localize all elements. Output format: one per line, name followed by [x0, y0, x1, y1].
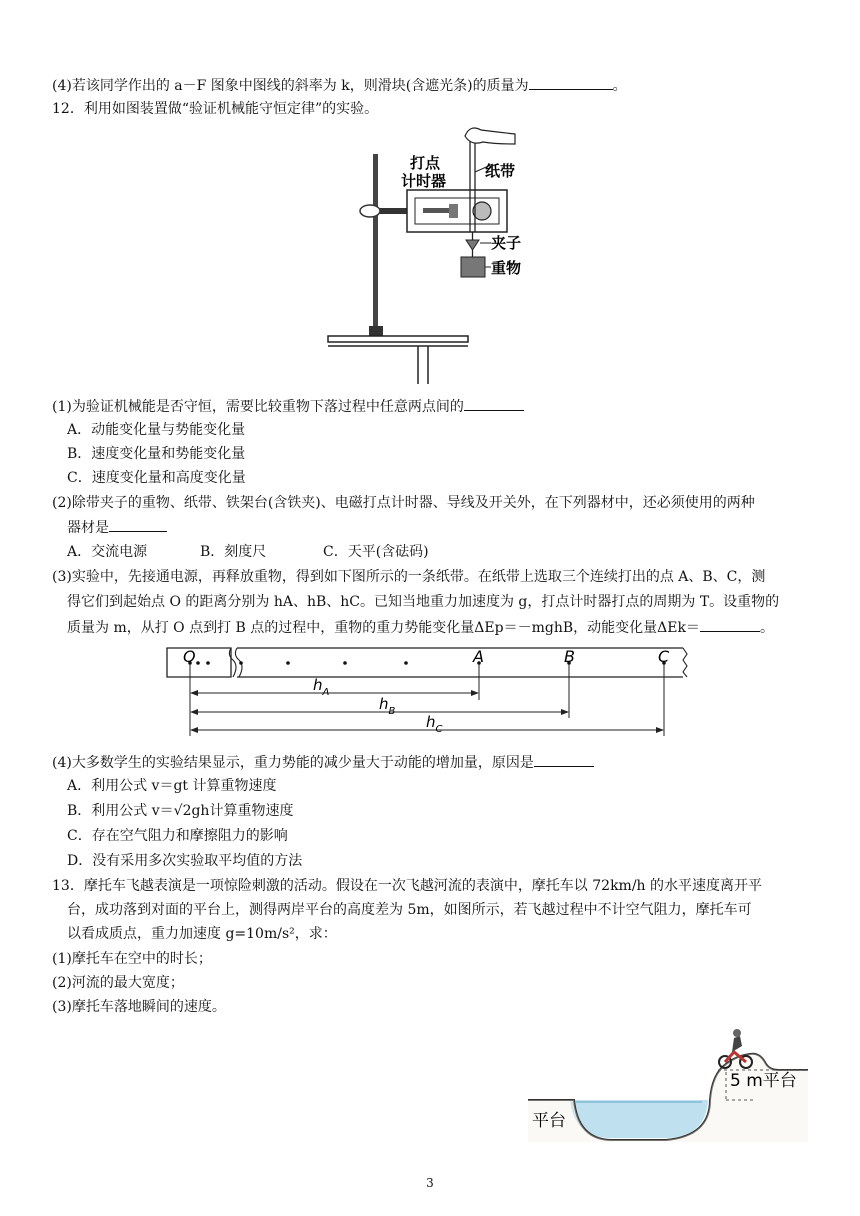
q12-part4-stem: (4)大多数学生的实验结果显示，重力势能的减少量大于动能的增加量，原因是 [52, 752, 594, 773]
q12-part2-option-b: B．刻度尺 [200, 544, 267, 560]
q12-part3-line1: (3)实验中，先接通电源，再释放重物，得到如下图所示的一条纸带。在纸带上选取三个连续打出的点 A、B、C，测 [52, 569, 766, 585]
point-o-label: O [183, 647, 196, 666]
point-b-label: B [564, 647, 575, 666]
q13-line2: 台，成功落到对面的平台上，测得两岸平台的高度差为 5m，如图所示，若飞越过程中不计空气阻力，摩托车可 [67, 902, 752, 918]
table-top [328, 336, 468, 342]
q12-part2-stem: (2)除带夹子的重物、纸带、铁架台(含铁夹)、电磁打点计时器、导线及开关外，在下列器材中，还必须使用的两种 [52, 495, 755, 511]
answer-blank [529, 75, 613, 90]
hand-icon [465, 128, 515, 144]
q12-title: 12．利用如图装置做“验证机械能守恒定律”的实验。 [52, 101, 379, 117]
label-5m-platform: 5 m平台 [730, 1071, 797, 1091]
hb-label: $h_B$ [379, 695, 396, 717]
answer-blank [109, 517, 167, 532]
q13-item-2: (2)河流的最大宽度； [52, 975, 184, 991]
answer-blank [534, 752, 594, 767]
label-timer-2: 计时器 [401, 172, 447, 190]
q12-part2-stem-cont: 器材是 [67, 517, 167, 538]
q13-line3: 以看成质点，重力加速度 g=10m/s²，求： [67, 926, 337, 942]
ha-label: $h_A$ [313, 676, 330, 698]
answer-blank [464, 396, 524, 411]
motorcycle-jump-figure [528, 1024, 810, 1142]
point-a-label: A [473, 647, 484, 666]
tape-dot [206, 661, 210, 665]
q12-part2-options [67, 542, 429, 562]
q12-part2-option-c: C．天平(含砝码) [323, 544, 429, 560]
label-timer-1: 打点 [410, 154, 441, 172]
answer-blank [700, 617, 760, 632]
stand-rod [373, 154, 378, 330]
hc-label: $h_C$ [426, 713, 443, 735]
q13-line1: 13．摩托车飞越表演是一项惊险刺激的活动。假设在一次飞越河流的表演中，摩托车以 72km/h 的水平速度离开平 [52, 878, 763, 894]
paper-tape-figure [163, 646, 695, 738]
q13-item-1: (1)摩托车在空中的时长； [52, 951, 212, 967]
q12-part3-line3: 质量为 m，从打 O 点到打 B 点的过程中，重物的重力势能变化量ΔEp＝－mghB，动能变化量ΔEk＝ 。 [67, 617, 774, 638]
point-c-label: C [658, 647, 670, 666]
q12-part1-option-b: B．速度变化量和势能变化量 [67, 446, 246, 462]
q12-part4-option-a: A．利用公式 v＝gt 计算重物速度 [67, 778, 277, 794]
tape-dot [286, 661, 290, 665]
q12-part4-option-b: B．利用公式 v＝√2gh计算重物速度 [67, 803, 294, 819]
page-number: 3 [426, 1176, 434, 1190]
q13-item-3: (3)摩托车落地瞬间的速度。 [52, 999, 226, 1015]
tape-dot [196, 661, 200, 665]
q12-part1-stem: (1)为验证机械能是否守恒，需要比较重物下落过程中任意两点间的 [52, 396, 524, 417]
label-clip: 夹子 [491, 234, 522, 252]
q12-part3-line2: 得它们到起始点 O 的距离分别为 hA、hB、hC。已知当地重力加速度为 g，打点计时器打点的周期为 T。设重物的 [67, 594, 780, 610]
q11-part4: (4)若该同学作出的 a－F 图象中图线的斜率为 k，则滑块(含遮光条)的质量为 。 [52, 75, 627, 96]
label-low-platform: 平台 [532, 1111, 566, 1131]
clip-shape [466, 240, 479, 250]
apparatus-figure [325, 122, 565, 386]
label-weight: 重物 [491, 259, 522, 277]
q12-part4-option-d: D．没有采用多次实验取平均值的方法 [67, 853, 303, 869]
q12-part4-option-c: C．存在空气阻力和摩擦阻力的影响 [67, 828, 288, 844]
label-tape: 纸带 [485, 162, 516, 180]
weight-block [461, 257, 485, 277]
stand-foot [369, 326, 383, 336]
tape-dot [343, 661, 347, 665]
q12-part1-option-c: C．速度变化量和高度变化量 [67, 470, 246, 486]
river-water [570, 1100, 708, 1138]
tape-dot [404, 661, 408, 665]
tape-dot [239, 661, 243, 665]
clamp-knob [360, 205, 380, 217]
q12-part2-option-a: A．交流电源 [67, 544, 148, 560]
q12-part1-option-a: A．动能变化量与势能变化量 [67, 422, 246, 438]
